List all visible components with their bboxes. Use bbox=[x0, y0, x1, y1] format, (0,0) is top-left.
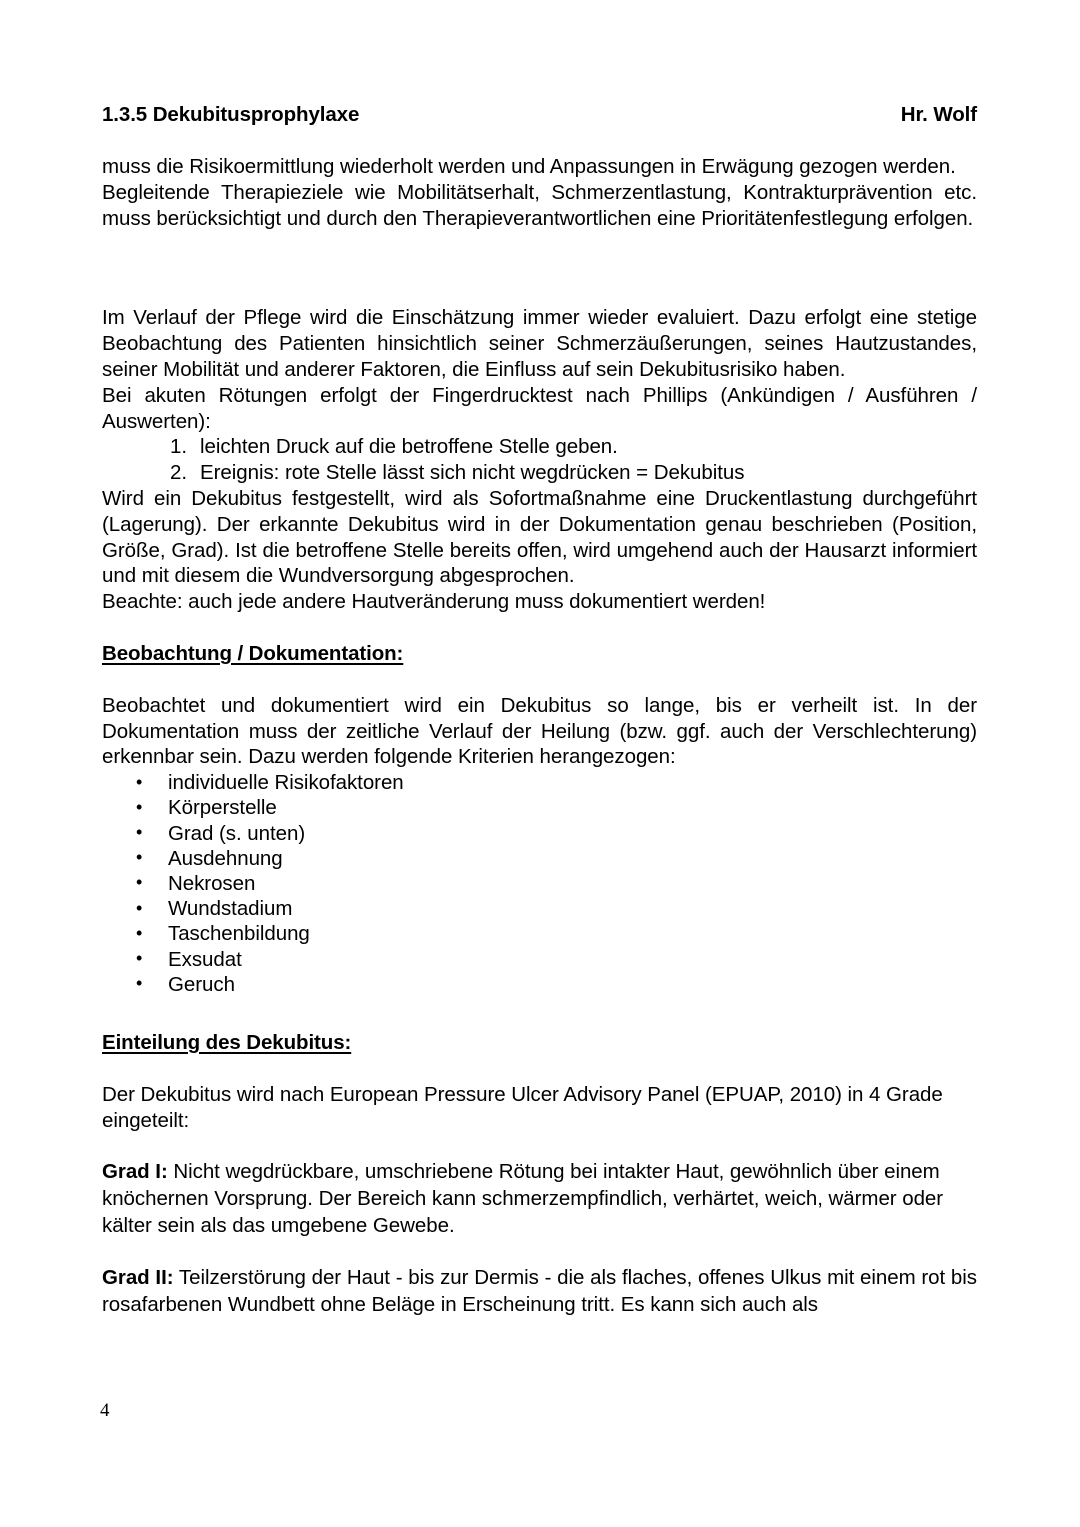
list-item-label: Nekrosen bbox=[168, 871, 256, 895]
spacer bbox=[102, 279, 977, 305]
bullet-icon: • bbox=[136, 796, 143, 817]
list-item-label: Taschenbildung bbox=[168, 922, 310, 946]
list-item-label: Exsudat bbox=[168, 947, 242, 971]
list-marker: 1. bbox=[170, 435, 187, 459]
bullet-icon: • bbox=[136, 847, 143, 868]
heading-label: Einteilung des Dekubitus: bbox=[102, 1030, 352, 1054]
kriterien-bullet-list bbox=[102, 770, 977, 997]
fingerdrucktest-steps-list bbox=[102, 434, 977, 486]
list-item-label: Geruch bbox=[168, 972, 235, 996]
list-item bbox=[102, 821, 977, 846]
spacer bbox=[102, 127, 977, 154]
bullet-icon: • bbox=[136, 872, 143, 893]
list-item bbox=[102, 846, 977, 871]
spacer bbox=[102, 231, 977, 279]
spacer bbox=[102, 997, 977, 1030]
grad-2-label: Grad II: bbox=[102, 1266, 174, 1290]
bullet-icon: • bbox=[136, 822, 143, 843]
spacer bbox=[102, 1239, 977, 1265]
page-number: 4 bbox=[100, 1400, 110, 1421]
paragraph-risikoermittlung: muss die Risikoermittlung wiederholt werden und Anpassungen in Erwägung gezogen werden. bbox=[102, 155, 956, 178]
author-name: Hr. Wolf bbox=[900, 103, 977, 126]
list-item bbox=[102, 795, 977, 820]
list-marker: 2. bbox=[170, 461, 187, 485]
bullet-icon: • bbox=[136, 897, 143, 918]
list-item bbox=[102, 871, 977, 896]
spacer bbox=[102, 615, 977, 641]
spacer bbox=[102, 667, 977, 693]
heading-label: Beobachtung / Dokumentation: bbox=[102, 641, 404, 665]
list-item-label: Wundstadium bbox=[168, 897, 293, 921]
list-item-label: individuelle Risikofaktoren bbox=[168, 771, 404, 795]
list-item-label: Körperstelle bbox=[168, 796, 277, 820]
page-title: 1.3.5 Dekubitusprophylaxe bbox=[102, 103, 360, 126]
bullet-icon: • bbox=[136, 948, 143, 969]
bullet-icon: • bbox=[136, 922, 143, 943]
bullet-icon: • bbox=[136, 771, 143, 792]
grad-2-text: Teilzerstörung der Haut - bis zur Dermis - die als flaches, offenes Ulkus mit einem rot bis rosafarbenen Wundbett ohne Beläge in Erscheinung tritt. Es kann sich auch als bbox=[102, 1266, 977, 1316]
paragraph-fingerdrucktest: Bei akuten Rötungen erfolgt der Fingerdrucktest nach Phillips (Ankündigen / Ausführen / Auswerten): bbox=[102, 383, 977, 433]
list-item bbox=[102, 460, 977, 486]
paragraph-verlauf-pflege: Im Verlauf der Pflege wird die Einschätzung immer wieder evaluiert. Dazu erfolgt eine stetige Beobachtung des Patienten hinsichtlich seiner Schmerzäußerungen, seines Hautzustandes, seiner Mobilität und anderer Faktoren, die Einfluss auf sein Dekubitusrisiko haben. bbox=[102, 306, 977, 381]
paragraph-epuap-einteilung: Der Dekubitus wird nach European Pressure Ulcer Advisory Panel (EPUAP, 2010) in 4 Grade eingeteilt: bbox=[102, 1082, 943, 1132]
paragraph-beobachtet-dokumentiert: Beobachtet und dokumentiert wird ein Dekubitus so lange, bis er verheilt ist. In der Dokumentation muss der zeitliche Verlauf der Heilung (bzw. ggf. auch der Verschlechterung) erkennbar sein. Dazu werden folgende Kriterien herangezogen: bbox=[102, 693, 977, 769]
list-item bbox=[102, 770, 977, 795]
paragraph-grad-1 bbox=[102, 1159, 977, 1239]
list-item bbox=[102, 896, 977, 921]
grad-1-text: Nicht wegdrückbare, umschriebene Rötung bei intakter Haut, gewöhnlich über einem knöchernen Vorsprung. Der Bereich kann schmerzempfindlich, verhärtet, weich, wärmer oder kälter sein als das umgebene Gewebe. bbox=[102, 1160, 944, 1237]
list-item bbox=[102, 972, 977, 997]
list-item-label: leichten Druck auf die betroffene Stelle geben. bbox=[200, 435, 618, 459]
list-item-label: Ereignis: rote Stelle lässt sich nicht wegdrücken = Dekubitus bbox=[200, 461, 745, 485]
list-item bbox=[102, 947, 977, 972]
list-item-label: Grad (s. unten) bbox=[168, 821, 306, 845]
paragraph-therapieziele: Begleitende Therapieziele wie Mobilitätserhalt, Schmerzentlastung, Kontrakturprävention etc. muss berücksichtigt und durch den Therapieverantwortlichen eine Prioritätenfestlegung erfolgen. bbox=[102, 180, 977, 230]
spacer bbox=[102, 1056, 977, 1082]
grad-1-label: Grad I: bbox=[102, 1160, 168, 1184]
list-item bbox=[102, 434, 977, 460]
paragraph-grad-2 bbox=[102, 1265, 977, 1318]
document-header bbox=[102, 0, 977, 127]
list-item-label: Ausdehnung bbox=[168, 846, 283, 870]
heading-einteilung-dekubitus bbox=[102, 1030, 977, 1056]
bullet-icon: • bbox=[136, 973, 143, 994]
page-content bbox=[102, 0, 977, 1318]
spacer bbox=[102, 1133, 977, 1159]
list-item bbox=[102, 921, 977, 946]
paragraph-beachte: Beachte: auch jede andere Hautveränderung muss dokumentiert werden! bbox=[102, 590, 766, 614]
paragraph-sofortmassnahme: Wird ein Dekubitus festgestellt, wird als Sofortmaßnahme eine Druckentlastung durchgeführt (Lagerung). Der erkannte Dekubitus wird in der Dokumentation genau beschrieben (Position, Größe, Grad). Ist die betroffene Stelle bereits offen, wird umgehend auch der Hausarzt informiert und mit diesem die Wundversorgung abgesprochen. bbox=[102, 486, 977, 588]
heading-beobachtung-dokumentation bbox=[102, 641, 977, 667]
